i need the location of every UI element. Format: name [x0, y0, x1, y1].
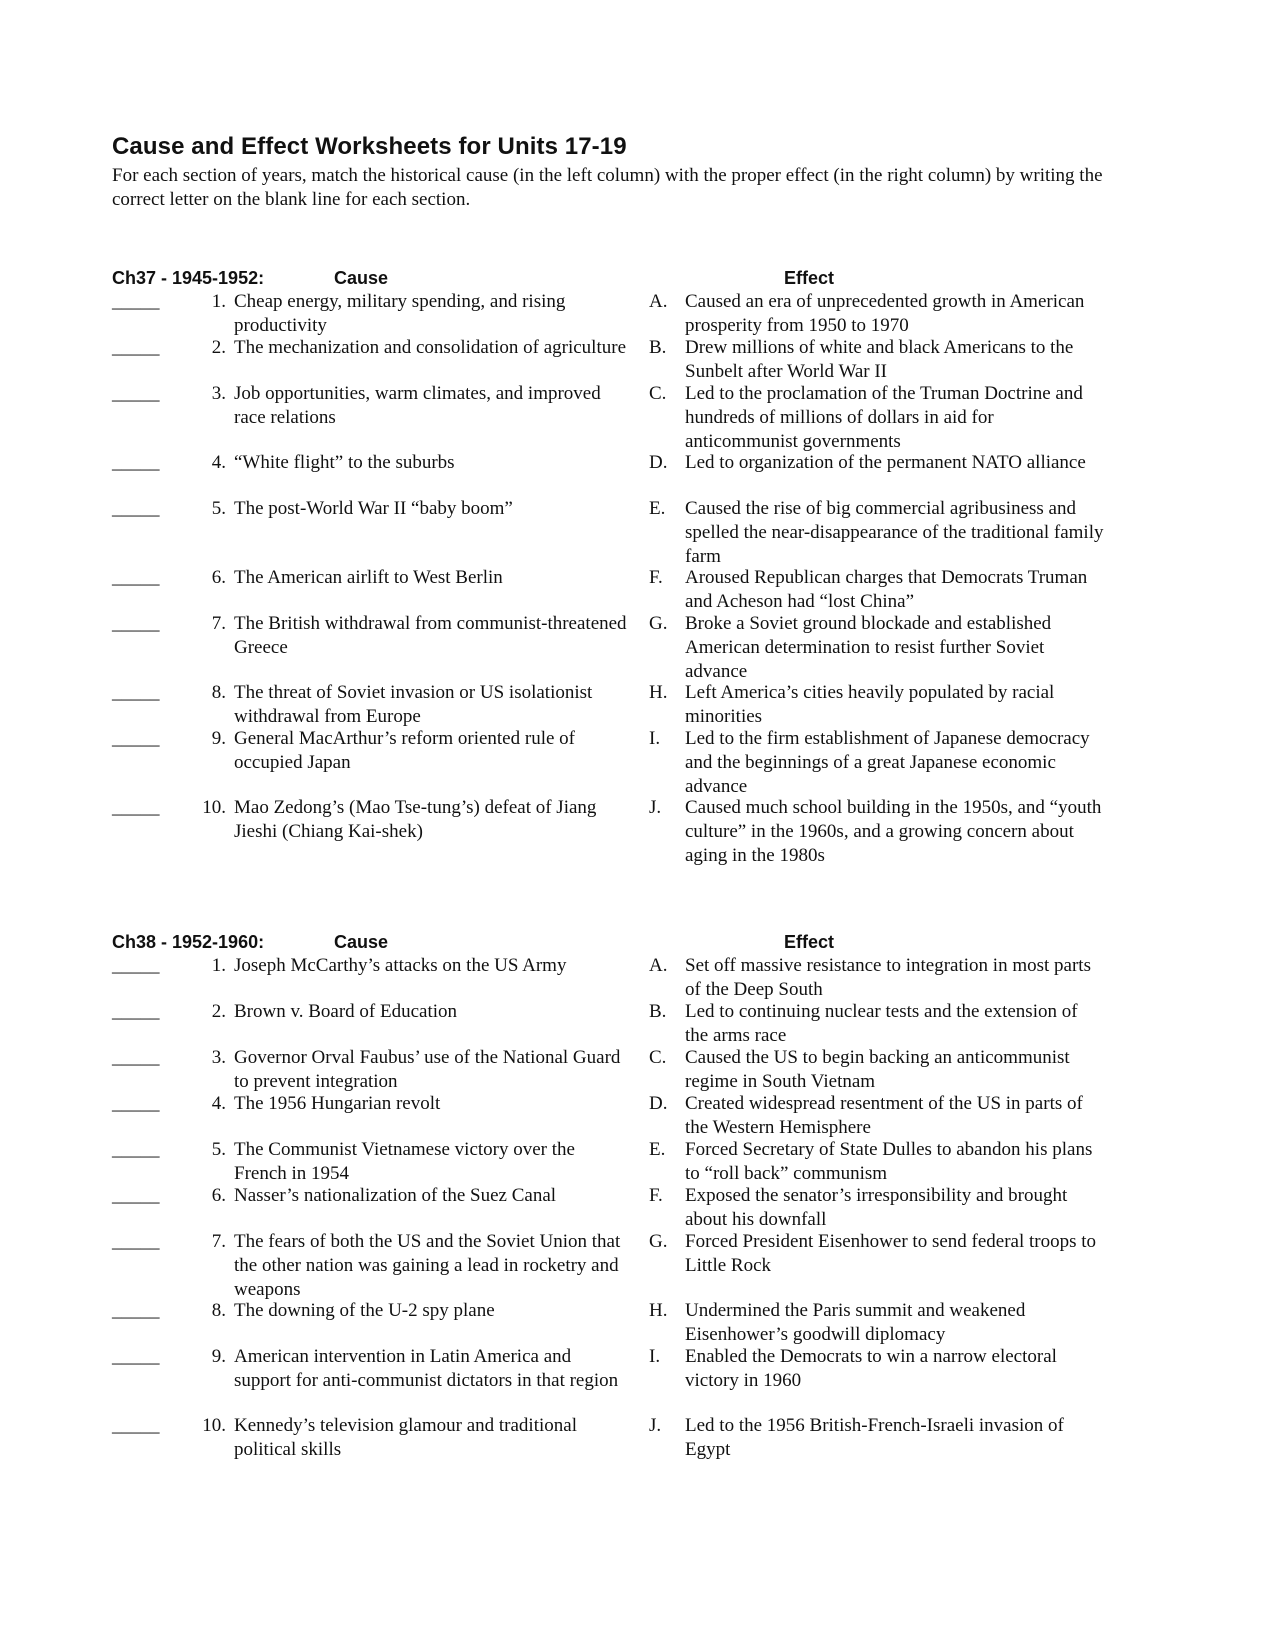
effect-letter: F. — [649, 1185, 663, 1206]
matching-row — [112, 1000, 1112, 1046]
item-number: 9. — [211, 728, 226, 749]
item-number: 6. — [211, 567, 226, 588]
matching-row — [112, 1184, 1112, 1230]
effect-letter: E. — [649, 1139, 666, 1160]
effect-letter: G. — [649, 613, 668, 634]
answer-blank[interactable]: _____ — [112, 682, 160, 703]
item-number: 3. — [211, 1047, 226, 1068]
item-number: 7. — [211, 1231, 226, 1252]
effect-letter: C. — [649, 1047, 667, 1068]
cause-text: Nasser’s nationalization of the Suez Canal — [234, 1185, 557, 1206]
item-number: 3. — [211, 383, 226, 404]
item-number: 2. — [211, 337, 226, 358]
effect-text: Led to the 1956 British-French-Israeli invasion of Egypt — [685, 1415, 1064, 1460]
cause-text: American intervention in Latin America and support for anti-communist dictators in that region — [234, 1346, 619, 1391]
effect-text: Set off massive resistance to integration in most parts of the Deep South — [685, 955, 1091, 1000]
effect-column-heading: Effect — [784, 932, 835, 952]
effect-text: Aroused Republican charges that Democrats Truman and Acheson had “lost China” — [685, 567, 1088, 612]
effect-text: Enabled the Democrats to win a narrow electoral victory in 1960 — [685, 1346, 1057, 1391]
answer-blank[interactable]: _____ — [112, 1001, 160, 1022]
matching-row — [112, 336, 1112, 382]
answer-blank[interactable]: _____ — [112, 1346, 160, 1367]
effect-text: Exposed the senator’s irresponsibility and brought about his downfall — [685, 1185, 1068, 1230]
effect-letter: A. — [649, 955, 668, 976]
effect-letter: C. — [649, 383, 667, 404]
cause-text: Job opportunities, warm climates, and improved race relations — [234, 383, 601, 428]
answer-blank[interactable]: _____ — [112, 1415, 160, 1436]
item-number: 2. — [211, 1001, 226, 1022]
answer-blank[interactable]: _____ — [112, 1231, 160, 1252]
matching-row — [112, 681, 1112, 727]
effect-text: Caused the US to begin backing an anticommunist regime in South Vietnam — [685, 1047, 1070, 1092]
effect-text: Caused the rise of big commercial agribusiness and spelled the near-disappearance of the traditional family farm — [685, 498, 1104, 567]
effect-text: Led to continuing nuclear tests and the extension of the arms race — [685, 1001, 1078, 1046]
effect-letter: E. — [649, 498, 666, 519]
item-number: 10. — [202, 797, 226, 818]
effect-text: Left America’s cities heavily populated by racial minorities — [685, 682, 1055, 727]
matching-row — [112, 1414, 1112, 1460]
section-heading: Ch38 - 1952-1960: — [112, 932, 265, 952]
effect-text: Led to organization of the permanent NATO alliance — [685, 452, 1086, 473]
cause-text: The post-World War II “baby boom” — [234, 498, 513, 519]
answer-blank[interactable]: _____ — [112, 1300, 160, 1321]
effect-letter: J. — [649, 1415, 662, 1436]
matching-row — [112, 1230, 1112, 1299]
item-number: 4. — [211, 452, 226, 473]
answer-blank[interactable]: _____ — [112, 383, 160, 404]
matching-row — [112, 1092, 1112, 1138]
section-header — [112, 930, 1112, 954]
effect-letter: B. — [649, 1001, 667, 1022]
matching-row — [112, 1299, 1112, 1345]
effect-letter: D. — [649, 452, 668, 473]
effect-letter: A. — [649, 291, 668, 312]
answer-blank[interactable]: _____ — [112, 955, 160, 976]
item-number: 8. — [211, 1300, 226, 1321]
answer-blank[interactable]: _____ — [112, 1139, 160, 1160]
item-number: 4. — [211, 1093, 226, 1114]
item-number: 1. — [211, 291, 226, 312]
effect-letter: I. — [649, 728, 661, 749]
effect-text: Forced President Eisenhower to send federal troops to Little Rock — [685, 1231, 1097, 1276]
answer-blank[interactable]: _____ — [112, 567, 160, 588]
cause-text: The mechanization and consolidation of agriculture — [234, 337, 626, 358]
cause-text: “White flight” to the suburbs — [234, 452, 455, 473]
answer-blank[interactable]: _____ — [112, 1093, 160, 1114]
item-number: 5. — [211, 1139, 226, 1160]
cause-text: Governor Orval Faubus’ use of the National Guard to prevent integration — [234, 1047, 621, 1092]
effect-text: Drew millions of white and black Americans to the Sunbelt after World War II — [685, 337, 1074, 382]
cause-column-heading: Cause — [334, 268, 389, 288]
instructions-paragraph: For each section of years, match the historical cause (in the left column) with the proper effect (in the right column) by writing the correct letter on the blank line for each section. — [112, 165, 1103, 210]
effect-letter: D. — [649, 1093, 668, 1114]
matching-row — [112, 1138, 1112, 1184]
matching-row — [112, 1345, 1112, 1414]
cause-text: Cheap energy, military spending, and rising productivity — [234, 291, 566, 336]
effect-letter: I. — [649, 1346, 661, 1367]
cause-text: The fears of both the US and the Soviet Union that the other nation was gaining a lead in rocketry and weapons — [234, 1231, 621, 1300]
effect-text: Created widespread resentment of the US in parts of the Western Hemisphere — [685, 1093, 1083, 1138]
answer-blank[interactable]: _____ — [112, 613, 160, 634]
effect-letter: B. — [649, 337, 667, 358]
section-heading: Ch37 - 1945-1952: — [112, 268, 265, 288]
answer-blank[interactable]: _____ — [112, 728, 160, 749]
item-number: 9. — [211, 1346, 226, 1367]
matching-row — [112, 954, 1112, 1000]
effect-letter: J. — [649, 797, 662, 818]
cause-text: Brown v. Board of Education — [234, 1001, 458, 1022]
matching-row — [112, 497, 1112, 566]
effect-letter: F. — [649, 567, 663, 588]
matching-row — [112, 727, 1112, 796]
cause-text: General MacArthur’s reform oriented rule of occupied Japan — [234, 728, 575, 773]
matching-row — [112, 382, 1112, 451]
answer-blank[interactable]: _____ — [112, 498, 160, 519]
effect-text: Led to the proclamation of the Truman Doctrine and hundreds of millions of dollars in aid for anticommunist governments — [685, 383, 1083, 452]
answer-blank[interactable]: _____ — [112, 1185, 160, 1206]
cause-text: The American airlift to West Berlin — [234, 567, 503, 588]
matching-row — [112, 1046, 1112, 1092]
worksheet-title: Cause and Effect Worksheets for Units 17-19 — [112, 133, 627, 160]
answer-blank[interactable]: _____ — [112, 1047, 160, 1068]
effect-text: Caused much school building in the 1950s, and “youth culture” in the 1960s, and a growing concern about aging in the 1980s — [685, 797, 1102, 866]
effect-text: Led to the firm establishment of Japanese democracy and the beginnings of a great Japanese economic advance — [685, 728, 1090, 797]
effect-text: Forced Secretary of State Dulles to abandon his plans to “roll back” communism — [685, 1139, 1093, 1184]
cause-text: The 1956 Hungarian revolt — [234, 1093, 441, 1114]
answer-blank[interactable]: _____ — [112, 452, 160, 473]
cause-text: The British withdrawal from communist-threatened Greece — [234, 613, 627, 658]
section-header — [112, 266, 1112, 290]
matching-row — [112, 612, 1112, 681]
cause-text: Kennedy’s television glamour and traditional political skills — [234, 1415, 577, 1460]
effect-text: Broke a Soviet ground blockade and established American determination to resist further Soviet advance — [685, 613, 1052, 682]
matching-row — [112, 290, 1112, 336]
cause-text: The downing of the U-2 spy plane — [234, 1300, 495, 1321]
cause-text: The threat of Soviet invasion or US isolationist withdrawal from Europe — [234, 682, 593, 727]
effect-letter: G. — [649, 1231, 668, 1252]
cause-text: The Communist Vietnamese victory over the French in 1954 — [234, 1139, 575, 1184]
effect-column-heading: Effect — [784, 268, 835, 288]
cause-text: Mao Zedong’s (Mao Tse-tung’s) defeat of Jiang Jieshi (Chiang Kai-shek) — [234, 797, 597, 842]
section-ch37 — [112, 266, 1112, 865]
effect-letter: H. — [649, 682, 668, 703]
matching-row — [112, 566, 1112, 612]
item-number: 7. — [211, 613, 226, 634]
item-number: 1. — [211, 955, 226, 976]
answer-blank[interactable]: _____ — [112, 337, 160, 358]
cause-text: Joseph McCarthy’s attacks on the US Army — [234, 955, 567, 976]
effect-text: Caused an era of unprecedented growth in American prosperity from 1950 to 1970 — [685, 291, 1085, 336]
item-number: 8. — [211, 682, 226, 703]
answer-blank[interactable]: _____ — [112, 291, 160, 312]
item-number: 10. — [202, 1415, 226, 1436]
matching-row — [112, 451, 1112, 497]
cause-column-heading: Cause — [334, 932, 389, 952]
effect-letter: H. — [649, 1300, 668, 1321]
answer-blank[interactable]: _____ — [112, 797, 160, 818]
item-number: 6. — [211, 1185, 226, 1206]
section-ch38 — [112, 930, 1112, 1460]
matching-row — [112, 796, 1112, 865]
item-number: 5. — [211, 498, 226, 519]
effect-text: Undermined the Paris summit and weakened Eisenhower’s goodwill diplomacy — [685, 1300, 1026, 1345]
